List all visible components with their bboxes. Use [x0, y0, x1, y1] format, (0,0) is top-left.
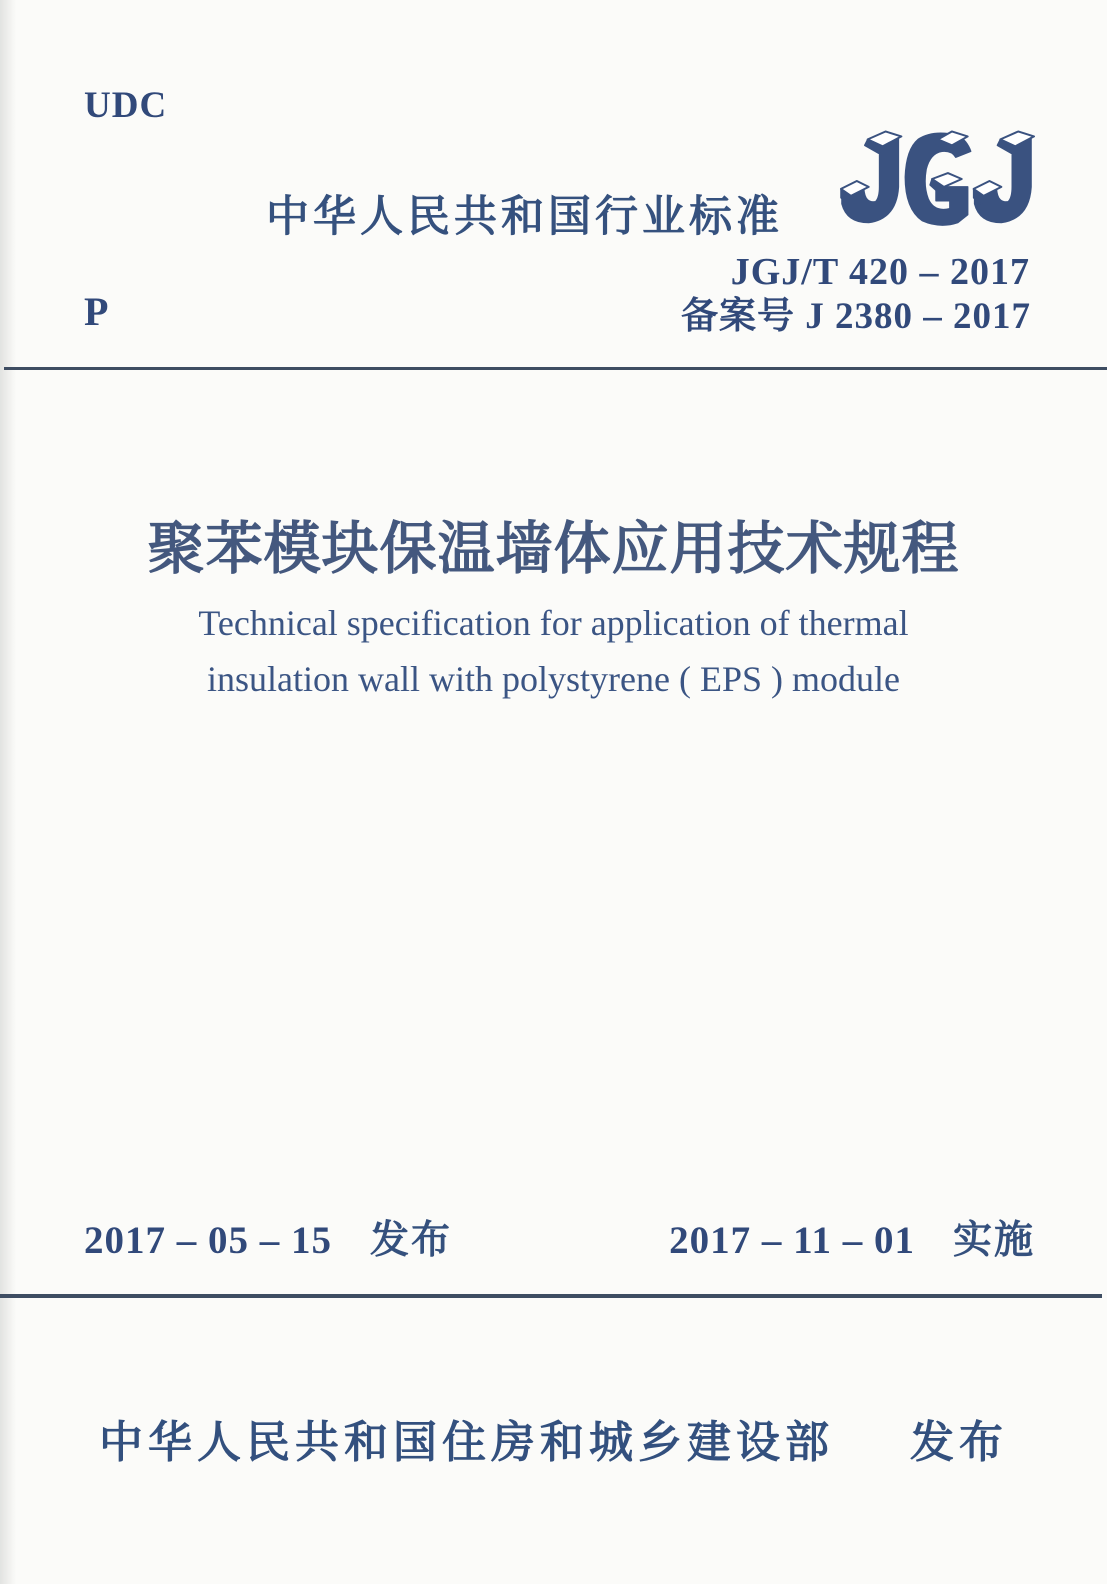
top-divider-rule	[4, 367, 1107, 370]
jgj-logo-icon	[838, 130, 1036, 228]
logo-letter-j1	[841, 131, 901, 222]
title-english-line1: Technical specification for application of thermal	[198, 603, 909, 643]
implement-date-group	[669, 1209, 1035, 1265]
logo-letter-g	[905, 131, 970, 225]
implement-label: 实施	[952, 1219, 1035, 1262]
issue-date: 2017 – 05 – 15	[84, 1219, 332, 1262]
bottom-divider-rule	[0, 1294, 1102, 1298]
jgj-logo	[838, 130, 1036, 228]
issue-label: 发布	[370, 1219, 453, 1262]
title-english-line2: insulation wall with polystyrene ( EPS ) module	[207, 659, 900, 699]
issue-date-group	[84, 1209, 452, 1265]
standard-code: JGJ/T 420 – 2017	[730, 251, 1030, 293]
publisher-action-label: 发布	[910, 1418, 1008, 1467]
publisher-row	[0, 1406, 1107, 1470]
dates-row	[84, 1209, 1035, 1265]
classification-code: P	[84, 289, 109, 334]
implement-date: 2017 – 11 – 01	[669, 1219, 915, 1262]
udc-code: UDC	[84, 85, 168, 126]
logo-letter-j2	[974, 131, 1034, 222]
publisher-name: 中华人民共和国住房和城乡建设部	[99, 1418, 834, 1467]
standard-type-heading: 中华人民共和国行业标准	[266, 193, 783, 241]
title-chinese: 聚苯模块保温墙体应用技术规程	[147, 518, 960, 581]
record-number: 备案号 J 2380 – 2017	[681, 296, 1031, 337]
